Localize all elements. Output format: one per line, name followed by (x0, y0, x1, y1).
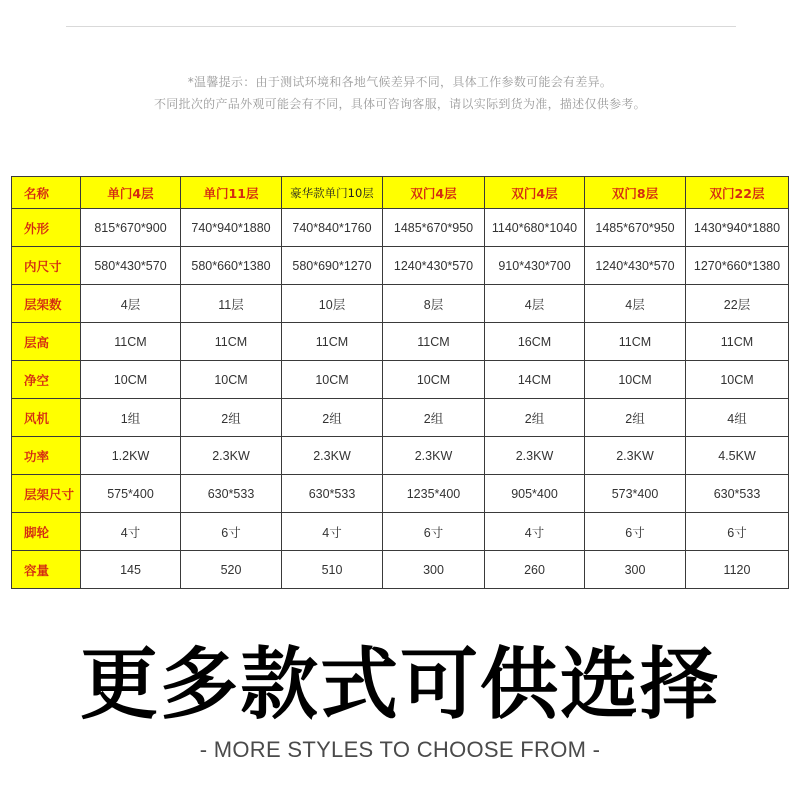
row-label-cell: 层高 (12, 323, 81, 361)
table-cell: 573*400 (585, 475, 686, 513)
table-cell: 2.3KW (383, 437, 485, 475)
table-cell: 8层 (383, 285, 485, 323)
table-cell: 6寸 (383, 513, 485, 551)
table-cell: 4层 (585, 285, 686, 323)
top-divider (66, 26, 736, 27)
table-row (12, 551, 789, 589)
table-row (12, 285, 789, 323)
row-label-cell: 功率 (12, 437, 81, 475)
row-label-cell: 容量 (12, 551, 81, 589)
table-cell: 4寸 (282, 513, 383, 551)
headline: 更多款式可供选择 (79, 640, 720, 730)
table-cell: 2.3KW (282, 437, 383, 475)
row-label-cell: 外形 (12, 209, 81, 247)
table-cell: 630*533 (686, 475, 789, 513)
table-cell: 910*430*700 (485, 247, 585, 285)
table-cell: 145 (81, 551, 181, 589)
table-cell: 6寸 (686, 513, 789, 551)
table-row (12, 475, 789, 513)
table-header-row (12, 177, 789, 209)
table-cell: 2组 (485, 399, 585, 437)
table-cell: 2.3KW (585, 437, 686, 475)
subline: - MORE STYLES TO CHOOSE FROM - (199, 737, 601, 762)
notice-line-2: 不同批次的产品外观可能会有不同，具体可咨询客服，请以实际到货为准，描述仅供参考。 (153, 97, 646, 111)
table-cell: 2.3KW (181, 437, 282, 475)
header-label-cell: 名称 (12, 177, 81, 209)
table-row (12, 361, 789, 399)
table-cell: 1485*670*950 (585, 209, 686, 247)
table-row (12, 399, 789, 437)
table-cell: 2组 (383, 399, 485, 437)
column-header: 单门4层 (81, 177, 181, 209)
table-cell: 22层 (686, 285, 789, 323)
table-cell: 10CM (585, 361, 686, 399)
table-cell: 10CM (282, 361, 383, 399)
table-cell: 11CM (81, 323, 181, 361)
table-cell: 11层 (181, 285, 282, 323)
table-cell: 580*690*1270 (282, 247, 383, 285)
column-header: 双门8层 (585, 177, 686, 209)
table-cell: 2.3KW (485, 437, 585, 475)
table-cell: 1485*670*950 (383, 209, 485, 247)
row-label-cell: 层架尺寸 (12, 475, 81, 513)
table-cell: 2组 (585, 399, 686, 437)
table-cell: 1235*400 (383, 475, 485, 513)
column-header: 单门11层 (181, 177, 282, 209)
table-cell: 14CM (485, 361, 585, 399)
table-cell: 1240*430*570 (383, 247, 485, 285)
table-cell: 10CM (181, 361, 282, 399)
table-row (12, 209, 789, 247)
spec-table (11, 176, 789, 589)
table-cell: 6寸 (585, 513, 686, 551)
column-header: 豪华款单门10层 (282, 177, 383, 209)
table-cell: 10CM (686, 361, 789, 399)
table-cell: 11CM (585, 323, 686, 361)
table-cell: 510 (282, 551, 383, 589)
table-row (12, 437, 789, 475)
table-cell: 740*840*1760 (282, 209, 383, 247)
column-header: 双门22层 (686, 177, 789, 209)
table-cell: 11CM (686, 323, 789, 361)
table-cell: 11CM (181, 323, 282, 361)
table-cell: 11CM (282, 323, 383, 361)
table-cell: 575*400 (81, 475, 181, 513)
row-label-cell: 内尺寸 (12, 247, 81, 285)
table-cell: 10CM (383, 361, 485, 399)
table-cell: 4层 (81, 285, 181, 323)
row-label-cell: 净空 (12, 361, 81, 399)
row-label-cell: 风机 (12, 399, 81, 437)
table-cell: 2组 (282, 399, 383, 437)
table-cell: 260 (485, 551, 585, 589)
table-cell: 1430*940*1880 (686, 209, 789, 247)
table-cell: 16CM (485, 323, 585, 361)
table-row (12, 323, 789, 361)
column-header: 双门4层 (383, 177, 485, 209)
row-label-cell: 层架数 (12, 285, 81, 323)
table-cell: 740*940*1880 (181, 209, 282, 247)
table-cell: 4寸 (81, 513, 181, 551)
table-cell: 520 (181, 551, 282, 589)
table-cell: 1120 (686, 551, 789, 589)
notice-line-1: *温馨提示：由于测试环境和各地气候差异不同，具体工作参数可能会有差异。 (187, 75, 613, 89)
table-cell: 6寸 (181, 513, 282, 551)
table-cell: 1240*430*570 (585, 247, 686, 285)
table-cell: 11CM (383, 323, 485, 361)
table-cell: 1.2KW (81, 437, 181, 475)
table-cell: 4.5KW (686, 437, 789, 475)
table-cell: 580*660*1380 (181, 247, 282, 285)
table-cell: 630*533 (282, 475, 383, 513)
table-cell: 905*400 (485, 475, 585, 513)
table-cell: 10层 (282, 285, 383, 323)
table-cell: 815*670*900 (81, 209, 181, 247)
table-cell: 300 (383, 551, 485, 589)
table-cell: 1140*680*1040 (485, 209, 585, 247)
row-label-cell: 脚轮 (12, 513, 81, 551)
table-cell: 1270*660*1380 (686, 247, 789, 285)
table-cell: 4组 (686, 399, 789, 437)
table-cell: 4寸 (485, 513, 585, 551)
table-cell: 580*430*570 (81, 247, 181, 285)
table-row (12, 513, 789, 551)
table-cell: 630*533 (181, 475, 282, 513)
table-cell: 300 (585, 551, 686, 589)
table-row (12, 247, 789, 285)
table-cell: 10CM (81, 361, 181, 399)
table-cell: 1组 (81, 399, 181, 437)
column-header: 双门4层 (485, 177, 585, 209)
table-cell: 4层 (485, 285, 585, 323)
table-cell: 2组 (181, 399, 282, 437)
